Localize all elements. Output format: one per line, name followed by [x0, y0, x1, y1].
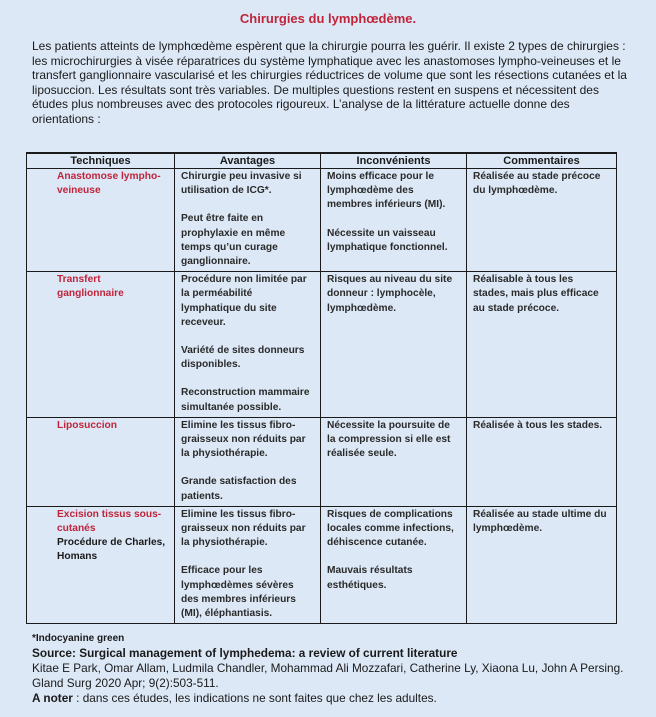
comments-cell: [467, 506, 617, 623]
table-row: [27, 417, 617, 506]
technique-name: Liposuccion: [57, 419, 117, 431]
cell-paragraph: Réalisée au stade précoce du lymphœdème.: [473, 171, 601, 197]
cell-paragraph: Nécessite un vaisseau lymphatique fonctionnel.: [327, 227, 448, 253]
cell-paragraph: Elimine les tissus fibro-graisseux non réduits par la physiothérapie.: [181, 508, 306, 549]
technique-name: Transfert ganglionnaire: [57, 274, 124, 300]
header-inconvenients: Inconvénients: [321, 153, 467, 169]
cell-paragraph: Réalisée au stade ultime du lymphœdème.: [473, 508, 607, 535]
technique-cell: [27, 417, 175, 506]
cell-paragraph: Mauvais résultats esthétiques.: [327, 565, 413, 591]
cell-paragraph: Grande satisfaction des patients.: [181, 476, 297, 502]
technique-cell: [27, 169, 175, 272]
table-row: [27, 272, 617, 418]
table-row: [27, 169, 617, 272]
technique-cell: [27, 506, 175, 623]
header-avantages: Avantages: [175, 153, 321, 169]
table-body: [27, 169, 617, 624]
advantages-cell: [175, 169, 321, 272]
header-techniques: Techniques: [27, 153, 175, 169]
cell-paragraph: Peut être faite en prophylaxie en même temps qu’un curage ganglionnaire.: [181, 213, 286, 268]
comments-cell: [467, 417, 617, 506]
cell-paragraph: Elimine les tissus fibro-graisseux non réduits par la physiothérapie.: [181, 419, 306, 460]
paragraph-gap: [327, 213, 460, 227]
page-title: Chirurgies du lymphœdème.: [239, 11, 417, 26]
technique-cell: [27, 272, 175, 418]
cell-paragraph: Reconstruction mammaire simultanée possible.: [181, 387, 310, 413]
drawbacks-cell: [321, 506, 467, 623]
footer: [32, 631, 632, 706]
technique-subtitle: Procédure de Charles, Homans: [57, 537, 166, 563]
paragraph-gap: [181, 330, 314, 344]
technique-name: Anastomose lympho-veineuse: [57, 171, 161, 197]
footnote: *Indocyanine green: [32, 633, 125, 644]
paragraph-gap: [181, 550, 314, 564]
table-row: [27, 506, 617, 623]
advantages-cell: [175, 272, 321, 418]
paragraph-gap: [181, 461, 314, 475]
paragraph-gap: [327, 550, 460, 564]
cell-paragraph: Moins efficace pour le lymphœdème des membres inférieurs (MI).: [327, 171, 446, 211]
table-header-row: [27, 153, 617, 169]
cell-paragraph: Risques au niveau du site donneur : lymphocèle, lymphœdème.: [327, 274, 453, 314]
intro-paragraph: Les patients atteints de lymphœdème espèrent que la chirurgie pourra les guérir. Il existe 2 types de chirurgies : les microchirurgies à visée réparatrices du système lymphatique avec les anastomoses lympho-veineuses et le transfert ganglionnaire vascularisé et les chirurgies réductrices de volume que sont les résections cutanées et la liposuccion. Les résultats sont très variables. De multiples questions restent en suspens et nécessitent des études plus nombreuses avec des protocoles rigoureux. L’analyse de la littérature actuelle donne des orientations :: [32, 39, 627, 126]
authors-line: Kitae E Park, Omar Allam, Ludmila Chandler, Mohammad Ali Mozzafari, Catherine Ly, Xiaona Lu, John A Persing. Gland Surg 2020 Apr; 9(2):503-511.: [32, 661, 624, 690]
drawbacks-cell: [321, 272, 467, 418]
advantages-cell: [175, 417, 321, 506]
drawbacks-cell: [321, 417, 467, 506]
cell-paragraph: Chirurgie peu invasive si utilisation de ICG*.: [181, 171, 302, 197]
note-line: [32, 691, 632, 706]
technique-name: Excision tissus sous-cutanés: [57, 508, 162, 535]
cell-paragraph: Réalisable à tous les stades, mais plus efficace au stade précoce.: [473, 274, 599, 314]
cell-paragraph: Procédure non limitée par la perméabilité lymphatique du site receveur.: [181, 274, 307, 328]
paragraph-gap: [181, 372, 314, 386]
cell-paragraph: Efficace pour les lymphœdèmes sévères des membres inférieurs (MI), éléphantiasis.: [181, 565, 296, 620]
cell-paragraph: Réalisée à tous les stades.: [473, 419, 603, 431]
advantages-cell: [175, 506, 321, 623]
header-commentaires: Commentaires: [467, 153, 617, 169]
note-label: A noter: [32, 691, 73, 705]
note-text: : dans ces études, les indications ne sont faites que chez les adultes.: [72, 691, 437, 705]
drawbacks-cell: [321, 169, 467, 272]
source-line: Source: Surgical management of lymphedema: a review of current literature: [32, 646, 458, 660]
cell-paragraph: Variété de sites donneurs disponibles.: [181, 345, 305, 371]
comments-cell: [467, 169, 617, 272]
comments-cell: [467, 272, 617, 418]
surgery-table: [26, 152, 617, 624]
cell-paragraph: Risques de complications locales comme infections, déhiscence cutanée.: [327, 508, 454, 549]
paragraph-gap: [181, 198, 314, 212]
cell-paragraph: Nécessite la poursuite de la compression si elle est réalisée seule.: [327, 419, 451, 460]
